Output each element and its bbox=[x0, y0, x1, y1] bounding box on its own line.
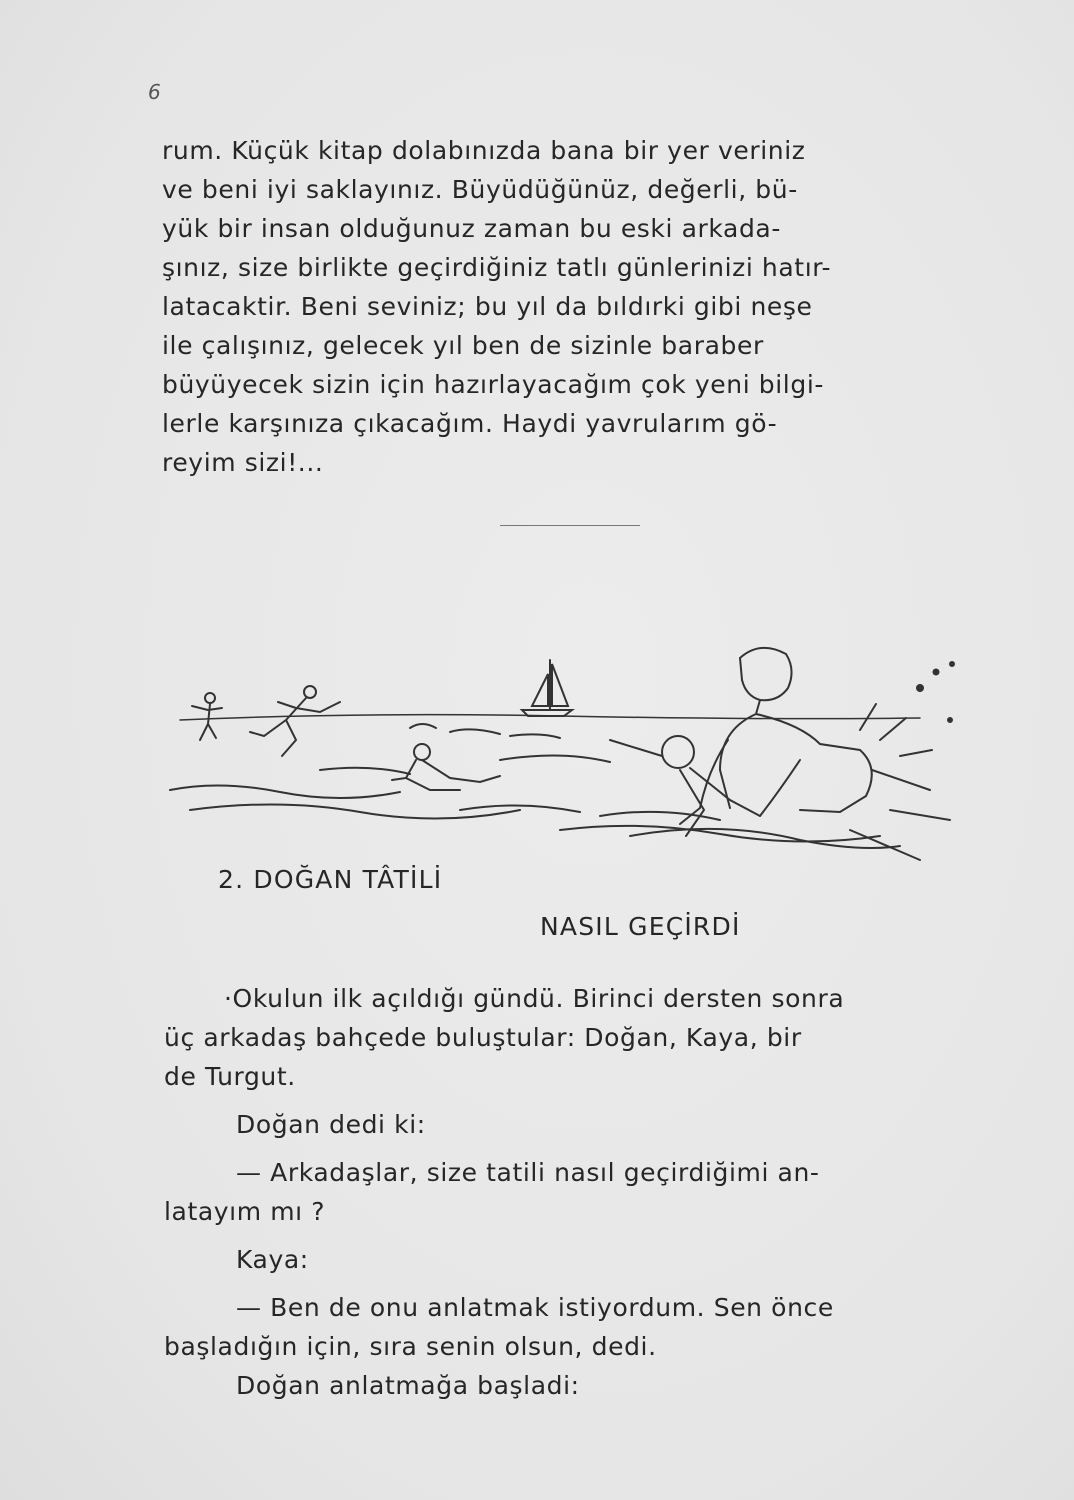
text-line: ·Okulun ilk açıldığı gündü. Birinci dersten sonra bbox=[224, 984, 845, 1013]
chapter-subtitle: NASIL GEÇİRDİ bbox=[540, 912, 741, 941]
text-line: reyim sizi!... bbox=[162, 448, 324, 477]
text-line: Kaya: bbox=[236, 1245, 309, 1274]
text-line: şınız, size birlikte geçirdiğiniz tatlı günlerinizi hatır- bbox=[162, 253, 832, 282]
text-line: büyüyecek sizin için hazırlayacağım çok yeni bilgi- bbox=[162, 370, 824, 399]
swimming-illustration bbox=[160, 640, 1000, 880]
chapter-title: 2. DOĞAN TÂTİLİ bbox=[218, 865, 443, 894]
text-line: de Turgut. bbox=[164, 1062, 296, 1091]
text-line: üç arkadaş bahçede buluştular: Doğan, Kaya, bir bbox=[164, 1023, 802, 1052]
swimmer-figure bbox=[192, 693, 222, 740]
text-line: — Arkadaşlar, size tatili nasıl geçirdiğimi an- bbox=[236, 1158, 820, 1187]
text-line: lerle karşınıza çıkacağım. Haydi yavrularım gö- bbox=[162, 409, 778, 438]
text-line: Doğan anlatmağa başladi: bbox=[236, 1371, 580, 1400]
sailboat-icon bbox=[522, 660, 572, 716]
swimmer-figure bbox=[392, 744, 500, 790]
text-line: ve beni iyi saklayınız. Büyüdüğünüz, değerli, bü- bbox=[162, 175, 798, 204]
text-line: yük bir insan olduğunuz zaman bu eski arkada- bbox=[162, 214, 781, 243]
man-figure bbox=[680, 648, 872, 824]
text-line: — Ben de onu anlatmak istiyordum. Sen önce bbox=[236, 1293, 834, 1322]
swimmer-figure bbox=[250, 686, 340, 756]
text-line: rum. Küçük kitap dolabınızda bana bir yer veriniz bbox=[162, 136, 806, 165]
text-line: Doğan dedi ki: bbox=[236, 1110, 426, 1139]
text-line: latayım mı ? bbox=[164, 1197, 326, 1226]
text-line: latacaktir. Beni seviniz; bu yıl da bıldırki gibi neşe bbox=[162, 292, 813, 321]
page-number: 6 bbox=[148, 80, 161, 104]
text-line: ile çalışınız, gelecek yıl ben de sizinle baraber bbox=[162, 331, 764, 360]
text-line: başladığın için, sıra senin olsun, dedi. bbox=[164, 1332, 657, 1361]
section-divider bbox=[500, 525, 640, 526]
